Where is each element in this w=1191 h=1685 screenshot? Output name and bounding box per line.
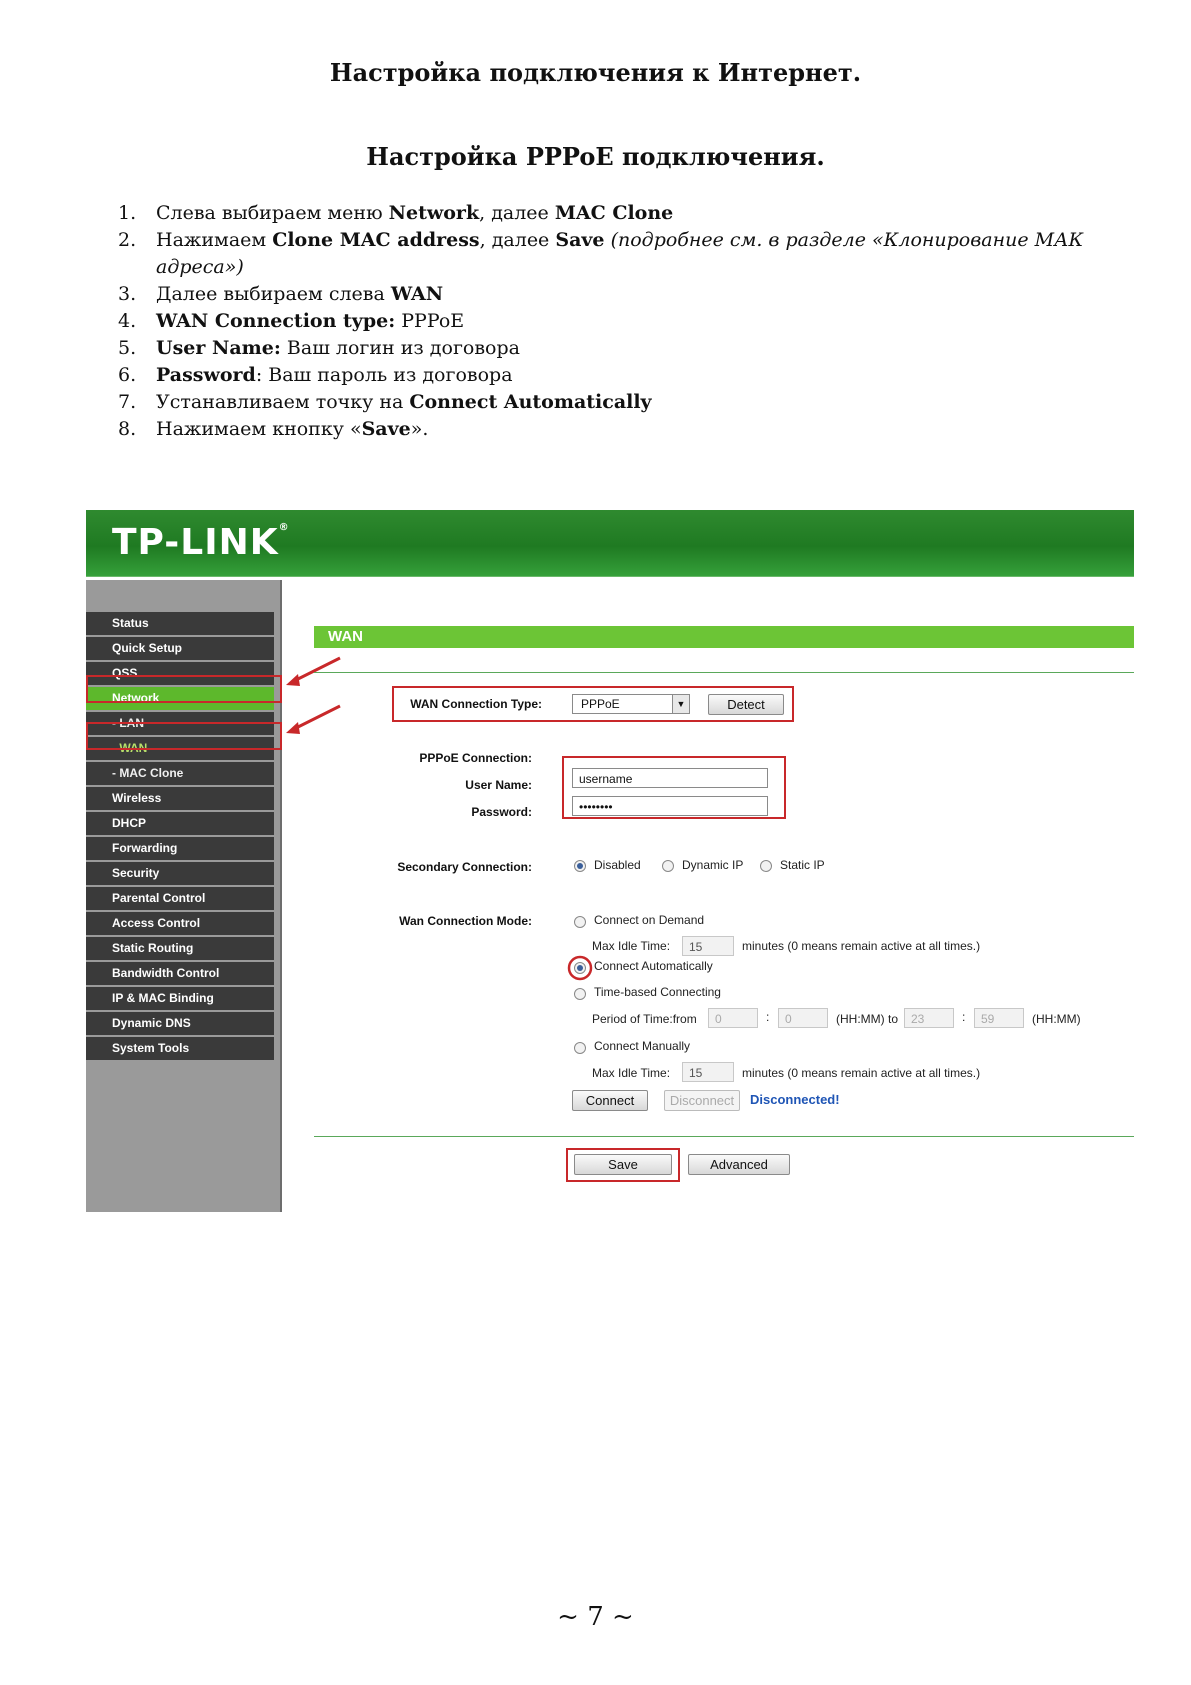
page-title: Настройка подключения к Интернет. [329,58,862,87]
section-title: Настройка PPPoE подключения. [366,142,825,171]
max-idle-input-2[interactable]: 15 [682,1062,734,1082]
secondary-static-label: Static IP [780,858,825,872]
max-idle-input[interactable]: 15 [682,936,734,956]
hhmm-label: (HH:MM) [1032,1012,1081,1026]
sidebar-item-ip-mac-binding[interactable]: IP & MAC Binding [86,987,274,1010]
instruction-step: 6. Password: Ваш пароль из договора [118,364,513,386]
secondary-dynamic-label: Dynamic IP [682,858,744,872]
sidebar-item-mac-clone[interactable]: - MAC Clone [86,762,274,785]
instruction-step: 2. Нажимаем Clone MAC address, далее Save (подробнее см. в разделе «Клонирование МАК адреса») [118,229,1084,278]
router-screenshot: TP-LINK® Status Quick Setup QSS Network - LAN - WAN - MAC Clone Wireless DHCP Forwarding Security Parental Control Access Control Static Routing Bandwidth Control IP & MAC Binding Dynamic DNS System Tools WAN WAN Connection Type: PPPoE ▼ Detect PPPoE Connection: User Name: username Password: •••••••• Secondary Connection: Disabled Dynamic IP Static IP Wan Connection Mode: Connect on Demand Max Idle Time: 15 minutes (0 means remain active at all times.) Connect Automatically Time-based Connecting Period of Time:from 0 : 0 (HH:MM) to 23 : 59 (HH:MM) Connect Manually Max Idle Time: 15 minutes (0 means remain active at all times.) Connect Disconnect Disconnected! Save Advanced [86,510,1134,1212]
instruction-step: 5. User Name: Ваш логин из договора [118,337,520,359]
hhmm-to-label: (HH:MM) to [836,1012,898,1026]
password-input[interactable]: •••••••• [572,796,768,816]
secondary-dynamic-radio[interactable] [662,860,674,872]
sidebar-item-dhcp[interactable]: DHCP [86,812,274,835]
instruction-step: 7. Устанавливаем точку на Connect Automatically [118,391,652,413]
sidebar-item-status[interactable]: Status [86,612,274,635]
secondary-static-radio[interactable] [760,860,772,872]
sidebar-item-wireless[interactable]: Wireless [86,787,274,810]
sidebar-item-qss[interactable]: QSS [86,662,274,685]
advanced-button[interactable]: Advanced [688,1154,790,1175]
username-label: User Name: [465,778,532,792]
sidebar-item-network[interactable]: Network [86,687,274,710]
sidebar-item-quick-setup[interactable]: Quick Setup [86,637,274,660]
sidebar-item-forwarding[interactable]: Forwarding [86,837,274,860]
highlight-network [86,675,282,703]
sidebar-item-bandwidth-control[interactable]: Bandwidth Control [86,962,274,985]
detect-button[interactable]: Detect [708,694,784,715]
instruction-step: 8. Нажимаем кнопку «Save». [118,418,429,440]
secondary-label: Secondary Connection: [397,860,532,874]
tplink-logo: TP-LINK® [112,522,290,563]
period-from-hour[interactable]: 0 [708,1008,758,1028]
arrow-wan-icon [284,702,344,742]
sidebar-item-dynamic-dns[interactable]: Dynamic DNS [86,1012,274,1035]
max-idle-label-2: Max Idle Time: [592,1066,671,1080]
connect-manually-radio[interactable] [574,1042,586,1054]
secondary-disabled-radio[interactable] [574,860,586,872]
arrow-network-icon [284,654,344,694]
username-input[interactable]: username [572,768,768,788]
connect-on-demand-radio[interactable] [574,916,586,928]
wan-header: WAN [314,626,1134,648]
sidebar-item-static-routing[interactable]: Static Routing [86,937,274,960]
max-idle-note: minutes (0 means remain active at all times.) [742,939,981,953]
connect-button[interactable]: Connect [572,1090,648,1111]
sidebar-item-wan[interactable]: - WAN [86,737,274,760]
instruction-step: 1. Слева выбираем меню Network, далее MAC Clone [118,202,674,224]
connect-manually-label: Connect Manually [594,1039,691,1053]
save-button[interactable]: Save [574,1154,672,1175]
sidebar-item-parental-control[interactable]: Parental Control [86,887,274,910]
instruction-list [118,200,1098,443]
tplink-banner [86,510,1134,576]
connect-auto-radio[interactable] [574,962,586,974]
instruction-step: 3. Далее выбираем слева WAN [118,283,444,305]
chevron-down-icon[interactable]: ▼ [672,695,689,713]
highlight-wan [86,722,282,750]
sidebar-item-lan[interactable]: - LAN [86,712,274,735]
period-to-minute[interactable]: 59 [974,1008,1024,1028]
connect-auto-label: Connect Automatically [594,959,713,973]
sidebar-item-access-control[interactable]: Access Control [86,912,274,935]
period-label: Period of Time:from [592,1012,697,1026]
connection-status: Disconnected! [750,1092,840,1107]
max-idle-note-2: minutes (0 means remain active at all times.) [742,1066,981,1080]
sidebar-item-system-tools[interactable]: System Tools [86,1037,274,1060]
max-idle-label: Max Idle Time: [592,939,671,953]
pppoe-label: PPPoE Connection: [419,751,532,765]
sidebar-item-security[interactable]: Security [86,862,274,885]
secondary-disabled-label: Disabled [594,858,641,872]
connect-on-demand-label: Connect on Demand [594,913,705,927]
time-based-label: Time-based Connecting [594,985,721,999]
password-label: Password: [471,805,532,819]
time-based-radio[interactable] [574,988,586,1000]
instruction-step: 4. WAN Connection type: PPPoE [118,310,465,332]
disconnect-button[interactable]: Disconnect [664,1090,740,1111]
wan-type-select[interactable]: PPPoE ▼ [572,694,690,714]
mode-label: Wan Connection Mode: [399,914,532,928]
wan-type-label: WAN Connection Type: [410,697,542,711]
period-to-hour[interactable]: 23 [904,1008,954,1028]
period-from-minute[interactable]: 0 [778,1008,828,1028]
page-number: ~ 7 ~ [557,1602,634,1632]
